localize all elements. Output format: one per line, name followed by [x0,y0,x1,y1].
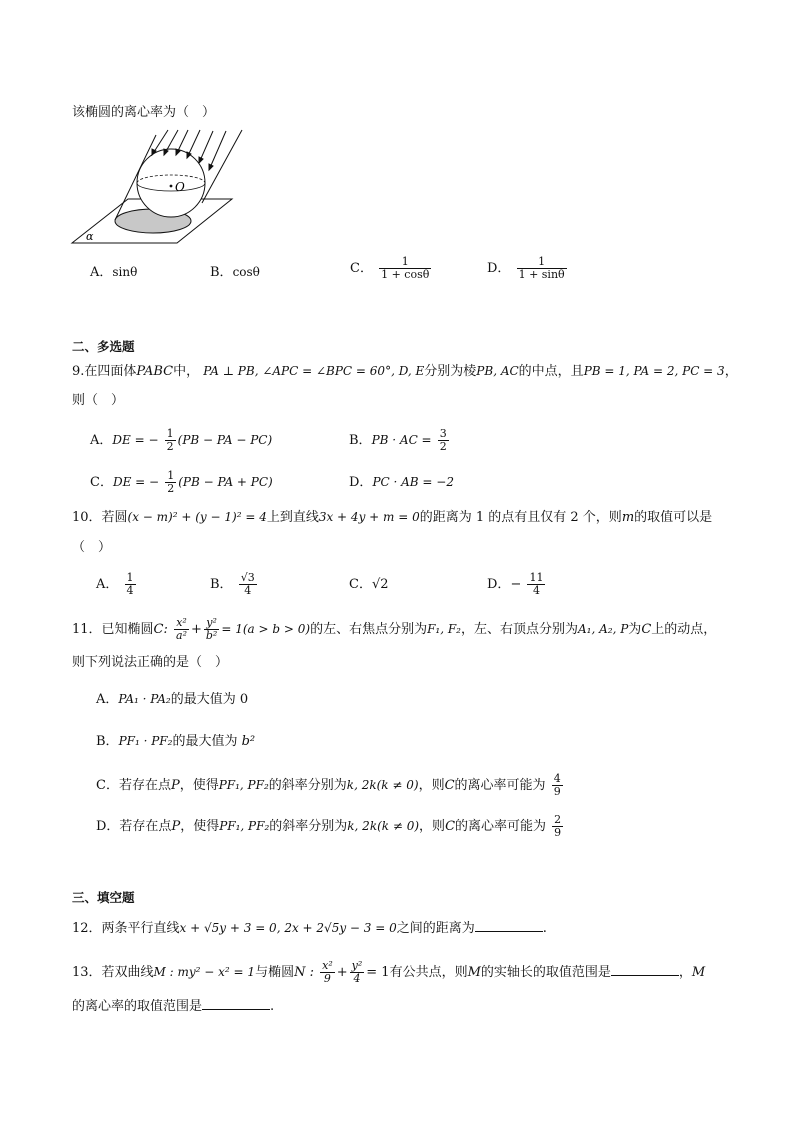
q10-stem: 10．若圆(x − m)² + (y − 1)² = 4上到直线3x + 4y + m = 0的距离为 1 的点有且仅有 2 个，则m的取值可以是 [72,510,713,525]
q11-option-b[interactable]: B．PF₁ · PF₂的最大值为 b² [96,734,256,749]
q13-answer-blank-2[interactable] [202,997,270,1010]
q9-stem: 9.在四面体PABC中， PA ⊥ PB, ∠APC = ∠BPC = 60°, D, E分别为棱PB, AC的中点，且PB = 1, PA = 2, PC = 3， [72,364,738,379]
section-multi-choice-title: 二、多选题 [72,339,135,354]
q13-x-term: $\frac{\text{x²}}{9}$ [322,959,333,985]
q9-option-d[interactable]: D．PC · AB = −2 [349,475,454,490]
q8-option-c[interactable]: C． $\frac{1}{1 + \cos\theta}$ [350,255,430,281]
q9-stem-line2: 则（ ） [72,393,125,408]
q11-x-term: $\frac{\text{x²}}{\text{a²}}$ [176,616,187,642]
q8-option-a[interactable]: A．sinθ [90,265,138,280]
q9-option-b[interactable]: B．PB · AC = $\frac{3}{2}$ [349,427,447,453]
q13-stem-line2: 的离心率的取值范围是 . [72,999,275,1014]
q11-option-d[interactable]: D．若存在点P，使得PF₁, PF₂的斜率分别为k, 2k(k ≠ 0)，则C的离心率可能为 $\frac{2}{9}$ [96,813,562,839]
q12-stem: 12．两条平行直线x + √5y + 3 = 0, 2x + 2√5y − 3 = 0之间的距离为 . [72,921,547,936]
q12-answer-blank[interactable] [475,919,543,932]
q8-option-d[interactable]: D． $\frac{1}{1 + \sin\theta}$ [487,255,565,281]
q9-b-fraction: $\frac{3}{2}$ [439,427,447,453]
plane-label-alpha: α [86,230,94,243]
q11-option-c[interactable]: C．若存在点P，使得PF₁, PF₂的斜率分别为k, 2k(k ≠ 0)，则C的离心率可能为 $\frac{4}{9}$ [96,772,561,798]
q13-y-term: $\frac{\text{y²}}{4}$ [351,959,363,985]
q8-option-b[interactable]: B．cosθ [210,265,260,280]
q10-option-c[interactable]: C．√2 [349,577,389,592]
q9-c-half: $\frac{1}{2}$ [167,469,175,495]
q10-option-b[interactable]: B． $\frac{√3}{4}$ [210,571,255,597]
center-point [170,185,173,188]
sphere [137,149,205,217]
section-fill-blank-title: 三、填空题 [72,890,135,905]
q10-a-fraction: $\frac{1}{4}$ [126,571,134,597]
q10-paren: （ ） [72,540,112,555]
q8-stem [72,104,215,122]
center-label-o: O [175,180,185,194]
q10-b-fraction: $\frac{√3}{4}$ [240,571,255,597]
q8-figure [70,125,250,250]
q8-stem-text: 该椭圆的离心率为（ ） [72,105,216,120]
q8-d-fraction: $\frac{1}{1 + \sin\theta}$ [518,255,565,281]
q8-c-fraction: $\frac{1}{1 + \cos\theta}$ [381,255,430,281]
q11-d-fraction: $\frac{2}{9}$ [554,813,562,839]
q13-answer-blank-1[interactable] [611,963,679,976]
q9-a-half: $\frac{1}{2}$ [166,427,174,453]
q9-option-c[interactable]: C．DE = − $\frac{1}{2}$ (PB − PA + PC) [90,469,273,495]
q11-stem: 11．已知椭圆C: $\frac{\text{x²}}{\text{a²}}$ + $\frac{\text{y²}}{\text{b²}}$ = 1(a > b > 0)的左、右焦点分别为F₁, F₂，左、右顶点分别为A₁, A₂, P为C上的动点， [72,616,717,642]
q13-stem: 13．若双曲线M : my² − x² = 1与椭圆N : $\frac{\text{x²}}{9}$ + $\frac{\text{y²}}{4}$ = 1有公共点，则M的实轴长的取值范围是 ，M [72,959,706,985]
q10-option-a[interactable]: A． $\frac{1}{4}$ [96,571,134,597]
q9-option-a[interactable]: A．DE = − $\frac{1}{2}$ (PB − PA − PC) [90,427,273,453]
q11-stem-line2: 则下列说法正确的是（ ） [72,655,229,670]
q10-option-d[interactable]: D．− $\frac{11}{4}$ [487,571,544,597]
q10-d-fraction: $\frac{11}{4}$ [529,571,544,597]
q11-y-term: $\frac{\text{y²}}{\text{b²}}$ [205,616,218,642]
q11-c-fraction: $\frac{4}{9}$ [553,772,561,798]
q11-option-a[interactable]: A．PA₁ · PA₂的最大值为 0 [96,692,249,707]
